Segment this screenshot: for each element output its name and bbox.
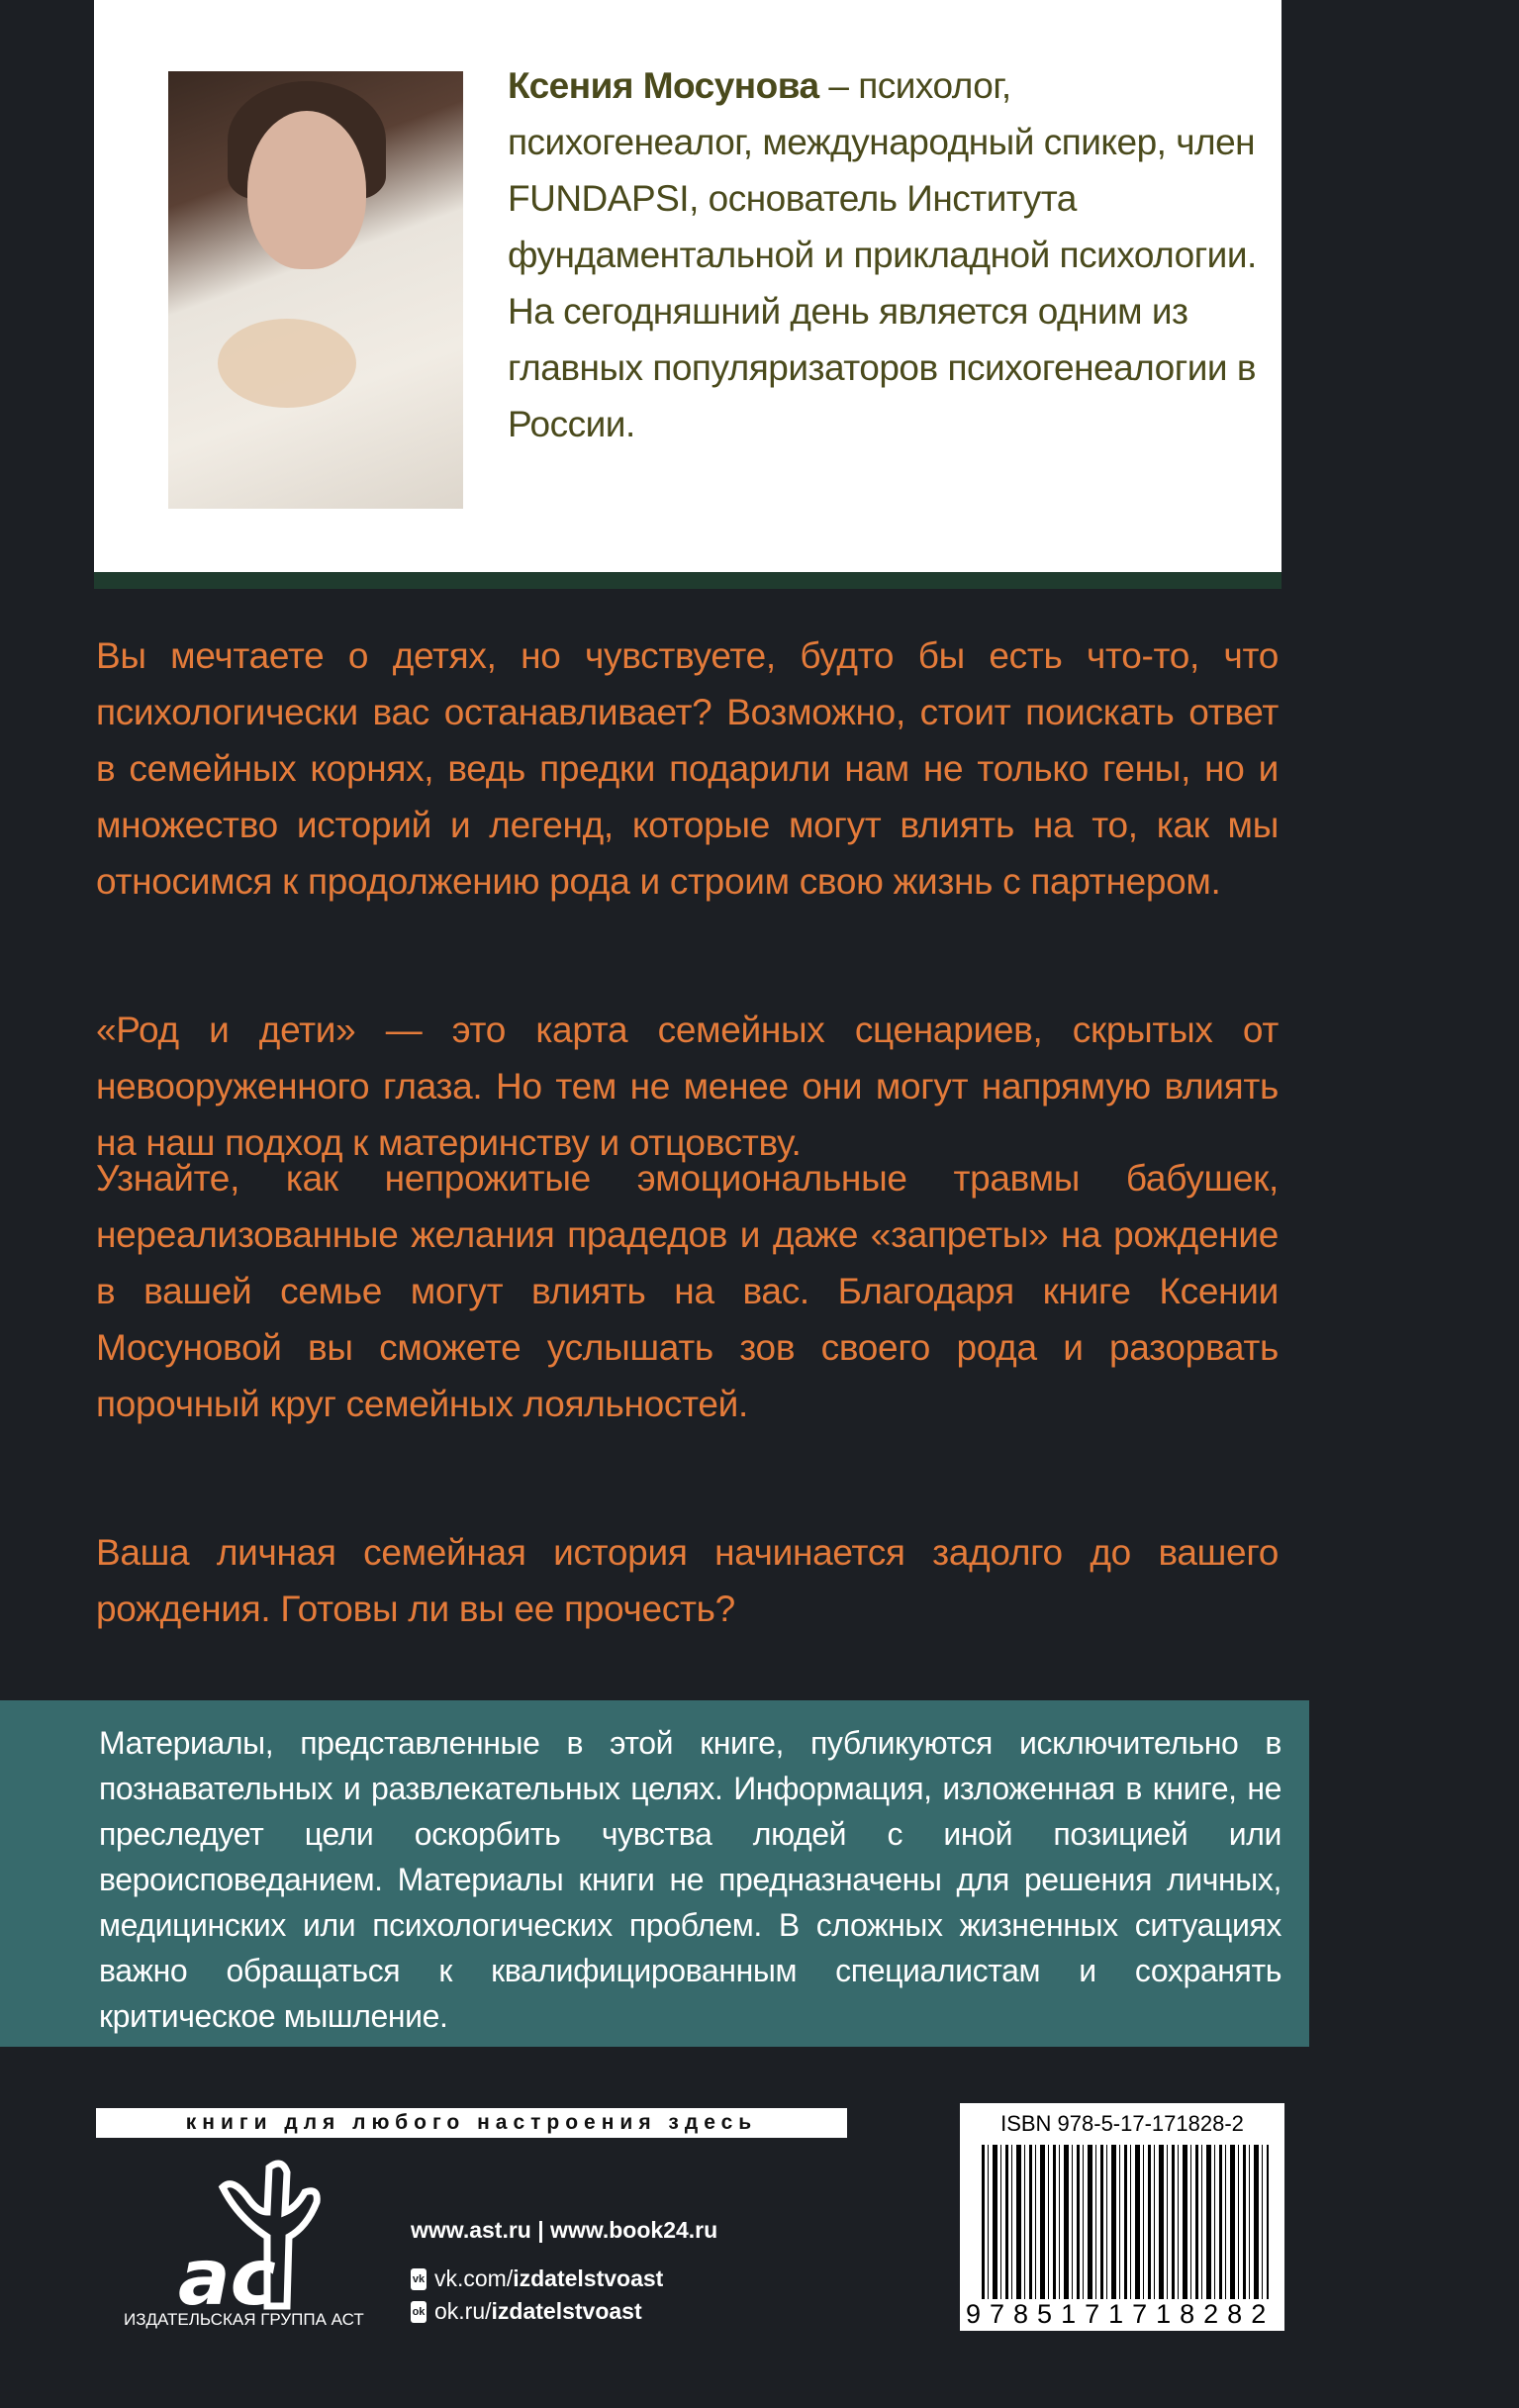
vk-handle: izdatelstvoast bbox=[513, 2265, 664, 2291]
author-name: Ксения Мосунова bbox=[508, 65, 819, 106]
divider-bar bbox=[94, 572, 1282, 589]
photo-feather bbox=[218, 319, 356, 408]
website-links[interactable]: www.ast.ru | www.book24.ru bbox=[411, 2217, 718, 2243]
svg-text:ac: ac bbox=[178, 2234, 276, 2323]
isbn-label: ISBN 978-5-17-171828-2 bbox=[1000, 2111, 1244, 2136]
blurb-paragraph-3: Узнайте, как непрожитые эмоциональные травмы бабушек, нереализованные желания прадедов и даже «запреты» на рождение в вашей семье могут влиять на вас. Благодаря книге Ксении Мосуновой вы сможете услышать зов своего рода и разорвать порочный круг семейных лояльностей. bbox=[96, 1158, 1279, 1424]
tagline: книги для любого настроения здесь bbox=[96, 2108, 847, 2138]
ok-prefix: ok.ru/ bbox=[434, 2298, 492, 2324]
author-section bbox=[94, 0, 1282, 572]
blurb-paragraph-2: «Род и дети» — это карта семейных сценариев, скрытых от невооруженного глаза. Но тем не менее они могут напрямую влиять на наш подход к материнству и отцовству. bbox=[96, 1010, 1279, 1163]
ok-icon: ok bbox=[411, 2301, 427, 2323]
barcode-icon bbox=[982, 2145, 1269, 2305]
blurb-paragraph-4: Ваша личная семейная история начинается задолго до вашего рождения. Готовы ли вы ее прочесть? bbox=[96, 1532, 1279, 1629]
publisher-name: ИЗДАТЕЛЬСКАЯ ГРУППА АСТ bbox=[124, 2310, 364, 2329]
author-photo bbox=[168, 71, 463, 509]
vk-prefix: vk.com/ bbox=[434, 2265, 514, 2291]
author-bio bbox=[508, 57, 1260, 452]
blurb-paragraph-1: Вы мечтаете о детях, но чувствуете, будто бы есть что-то, что психологически вас останавливает? Возможно, стоит поискать ответ в семейных корнях, ведь предки подарили нам не только гены, но и множество историй и легенд, которые могут влиять на то, как мы относимся к продолжению рода и строим свою жизнь с партнером. bbox=[96, 635, 1279, 902]
vk-link[interactable] bbox=[411, 2265, 717, 2292]
ok-handle: izdatelstvoast bbox=[491, 2298, 642, 2324]
disclaimer-box bbox=[0, 1700, 1309, 2047]
photo-face bbox=[247, 111, 366, 269]
isbn-digits: 9785171718282 bbox=[966, 2299, 1279, 2330]
author-bio-text: – психолог, психогенеалог, международный спикер, член FUNDAPSI, основатель Института фундаментальной и прикладной психологии. На сегодняшний день является одним из главных популяризаторов психогенеалогии в России. bbox=[508, 65, 1257, 444]
publisher-links bbox=[411, 2217, 717, 2331]
ok-link[interactable] bbox=[411, 2298, 717, 2325]
vk-icon: vk bbox=[411, 2268, 427, 2290]
isbn-barcode-block bbox=[960, 2103, 1284, 2331]
ast-logo bbox=[148, 2158, 366, 2326]
ast-logo-icon bbox=[148, 2158, 366, 2326]
disclaimer-text: Материалы, представленные в этой книге, публикуются исключительно в познавательных и развлекательных целях. Информация, изложенная в книге, не преследует цели оскорбить чувства людей с иной позицией или вероисповеданием. Материалы книги не предназначены для решения личных, медицинских или психологических проблем. В сложных жизненных ситуациях важно обращаться к квалифицированным специалистам и сохранять критическое мышление. bbox=[99, 1725, 1282, 2034]
